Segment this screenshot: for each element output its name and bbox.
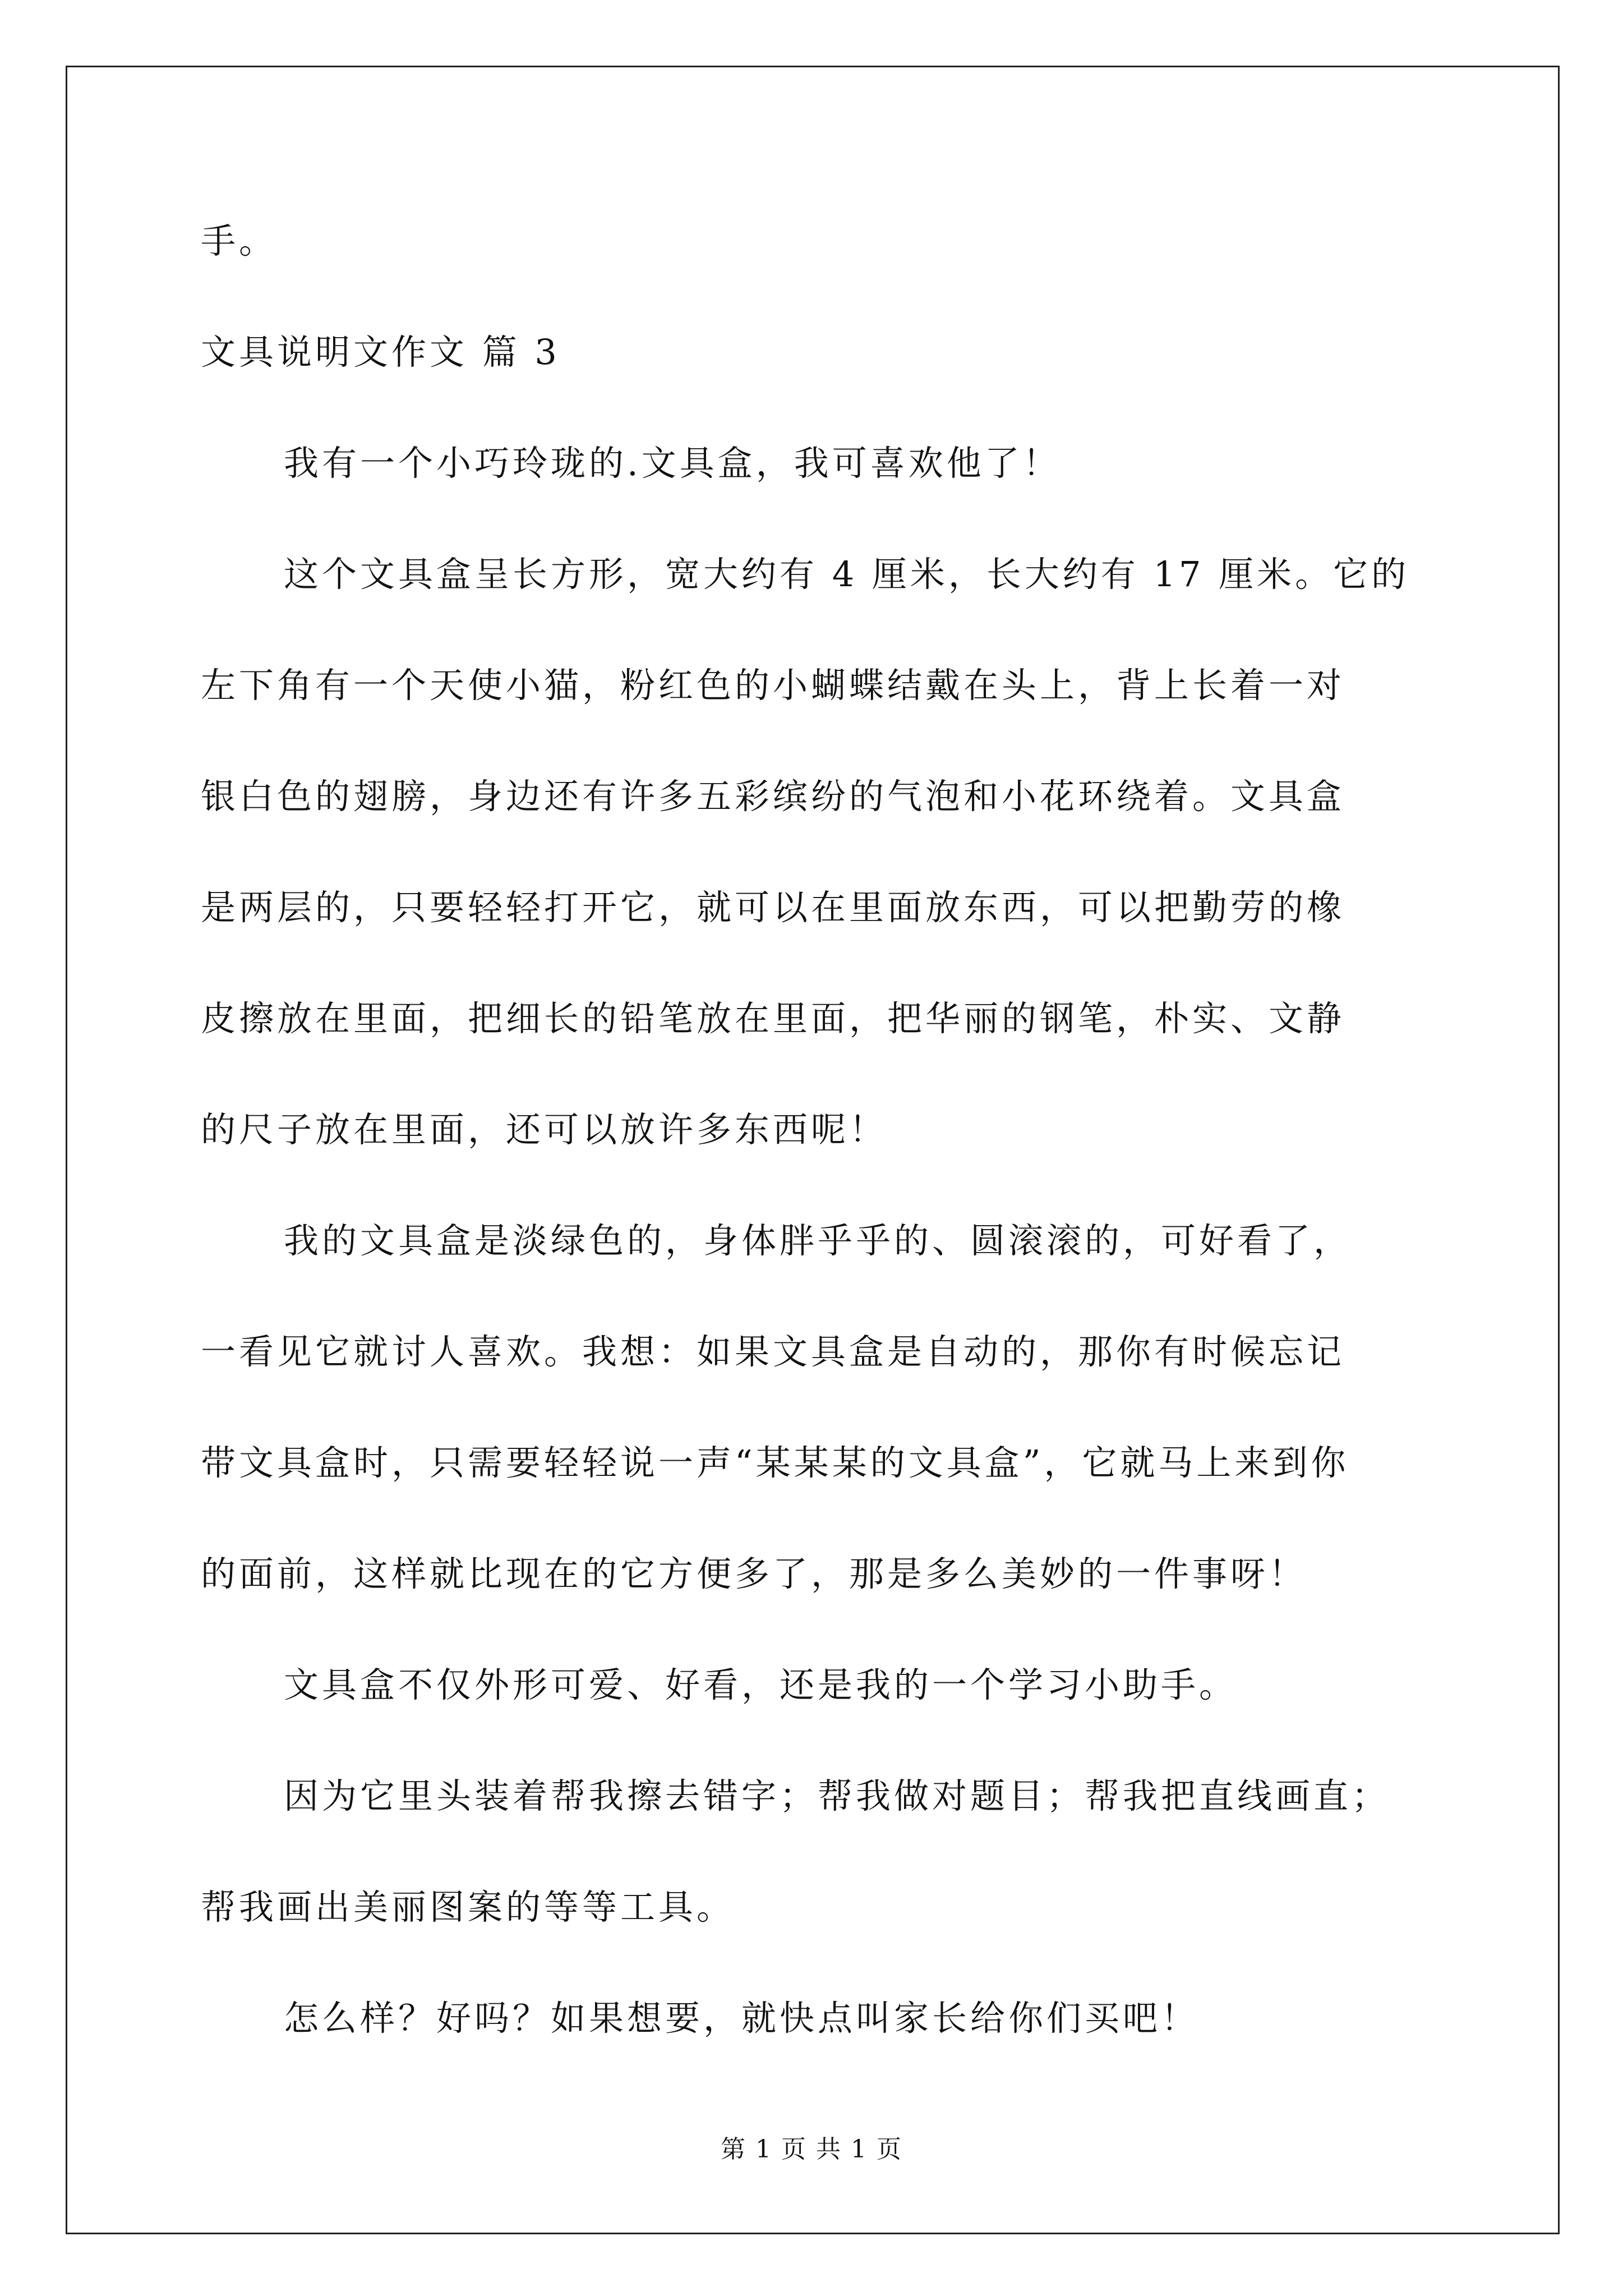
paragraph-line: 帮我画出美丽图案的等等工具。 [201, 1887, 735, 1927]
paragraph-line: 我的文具盒是淡绿色的，身体胖乎乎的、圆滚滚的，可好看了， [284, 1220, 1352, 1261]
paragraph-line: 带文具盒时，只需要轻轻说一声“某某某的文具盒”，它就马上来到你 [201, 1442, 1349, 1483]
paragraph-line: 皮擦放在里面，把细长的铅笔放在里面，把华丽的钢笔，朴实、文静 [201, 998, 1345, 1039]
paragraph-line: 因为它里头装着帮我擦去错字；帮我做对题目；帮我把直线画直； [284, 1775, 1390, 1816]
page-footer: 第 1 页 共 1 页 [721, 2135, 902, 2164]
paragraph-line: 是两层的，只要轻轻打开它，就可以在里面放东西，可以把勤劳的橡 [201, 887, 1345, 928]
section-heading: 文具说明文作文 篇 3 [201, 332, 560, 372]
paragraph-line: 怎么样？好吗？如果想要，就快点叫家长给你们买吧！ [284, 1998, 1200, 2039]
paragraph-line: 我有一个小巧玲珑的.文具盒，我可喜欢他了！ [284, 443, 1061, 484]
paragraph-line: 的尺子放在里面，还可以放许多东西呢！ [201, 1109, 888, 1150]
paragraph-line: 这个文具盒呈长方形，宽大约有 4 厘米，长大约有 17 厘米。它的 [284, 554, 1410, 595]
paragraph-line: 左下角有一个天使小猫，粉红色的小蝴蝶结戴在头上，背上长着一对 [201, 665, 1345, 706]
paragraph-line: 的面前，这样就比现在的它方便多了，那是多么美妙的一件事呀！ [201, 1553, 1307, 1594]
paragraph-line: 文具盒不仅外形可爱、好看，还是我的一个学习小助手。 [284, 1664, 1238, 1705]
paragraph-line: 银白色的翅膀，身边还有许多五彩缤纷的气泡和小花环绕着。文具盒 [201, 776, 1345, 817]
paragraph-line: 一看见它就讨人喜欢。我想：如果文具盒是自动的，那你有时候忘记 [201, 1331, 1345, 1372]
text-line: 手。 [201, 220, 278, 261]
